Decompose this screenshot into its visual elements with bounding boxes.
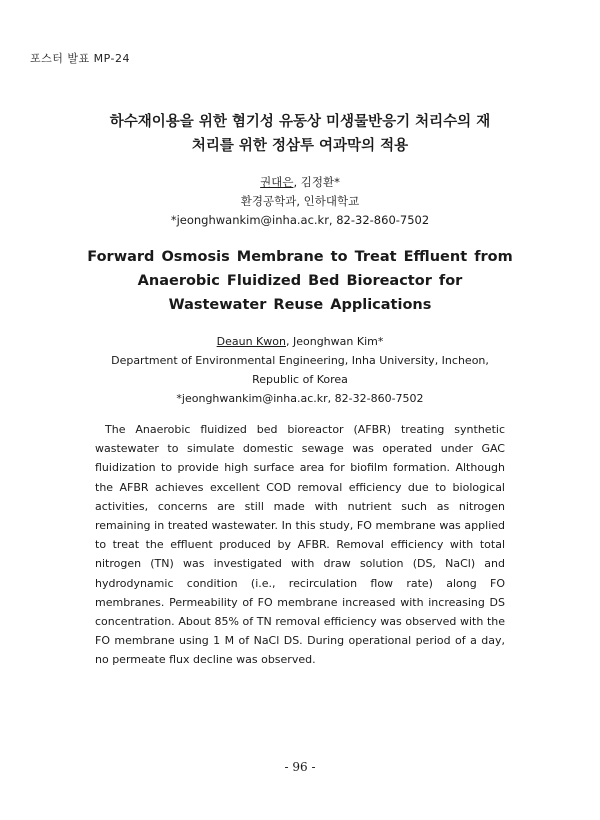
korean-contact: *jeonghwankim@inha.ac.kr, 82-32-860-7502 [170, 213, 430, 227]
korean-title-line-1: 하수재이용을 위한 혐기성 유동상 미생물반응기 처리수의 재 [109, 114, 491, 130]
korean-title-line-2: 처리를 위한 정삼투 여과막의 적용 [191, 138, 409, 154]
abstract-paragraph: The Anaerobic fluidized bed bioreactor (AFBR) treating synthetic wastewater to simulate domestic sewage was operated under GAC fluidization to provide high surface area for biofilm formation. Although the AFBR achieves excellent COD removal efficiency due to biological activities, concerns are still made with nutrient such as nitrogen remaining in treated wastewater. In this study, FO membrane was applied to treat the effluent produced by AFBR. Removal efficiency with total nitrogen (TN) was investigated with draw solution (DS, NaCl) and hydrodynamic condition (i.e., recirculation flow rate) along FO membranes. Permeability of FO membrane increased with increasing DS concentration. About 85% of TN removal efficiency was observed with the FO membrane using 1 M of NaCl DS. During operational period of a day, no permeate flux decline was observed. [95, 423, 505, 667]
english-title-line-2: Anaerobic Fluidized Bed Bioreactor for [137, 273, 463, 289]
english-author-block [60, 332, 540, 408]
english-title-line-1: Forward Osmosis Membrane to Treat Effluent from [87, 249, 513, 265]
korean-authors [60, 173, 540, 192]
english-title [40, 245, 560, 317]
page-number: - 96 - [284, 760, 316, 774]
english-authors [60, 332, 540, 351]
korean-author-block [60, 173, 540, 230]
english-presenting-author: Deaun Kwon [216, 335, 286, 348]
english-coauthors: , Jeonghwan Kim* [285, 335, 384, 348]
english-title-line-3: Wastewater Reuse Applications [168, 297, 432, 313]
english-affiliation-line-1: Department of Environmental Engineering, Inha University, Incheon, [111, 354, 489, 367]
korean-presenting-author: 권대은 [260, 175, 294, 189]
session-label: 포스터 발표 MP-24 [30, 52, 130, 65]
english-contact: *jeonghwankim@inha.ac.kr, 82-32-860-7502 [176, 392, 424, 405]
english-affiliation-line-2: Republic of Korea [252, 373, 348, 386]
korean-affiliation: 환경공학과, 인하대학교 [240, 194, 360, 208]
korean-title [60, 110, 540, 158]
korean-coauthors: , 김정환* [293, 175, 340, 189]
